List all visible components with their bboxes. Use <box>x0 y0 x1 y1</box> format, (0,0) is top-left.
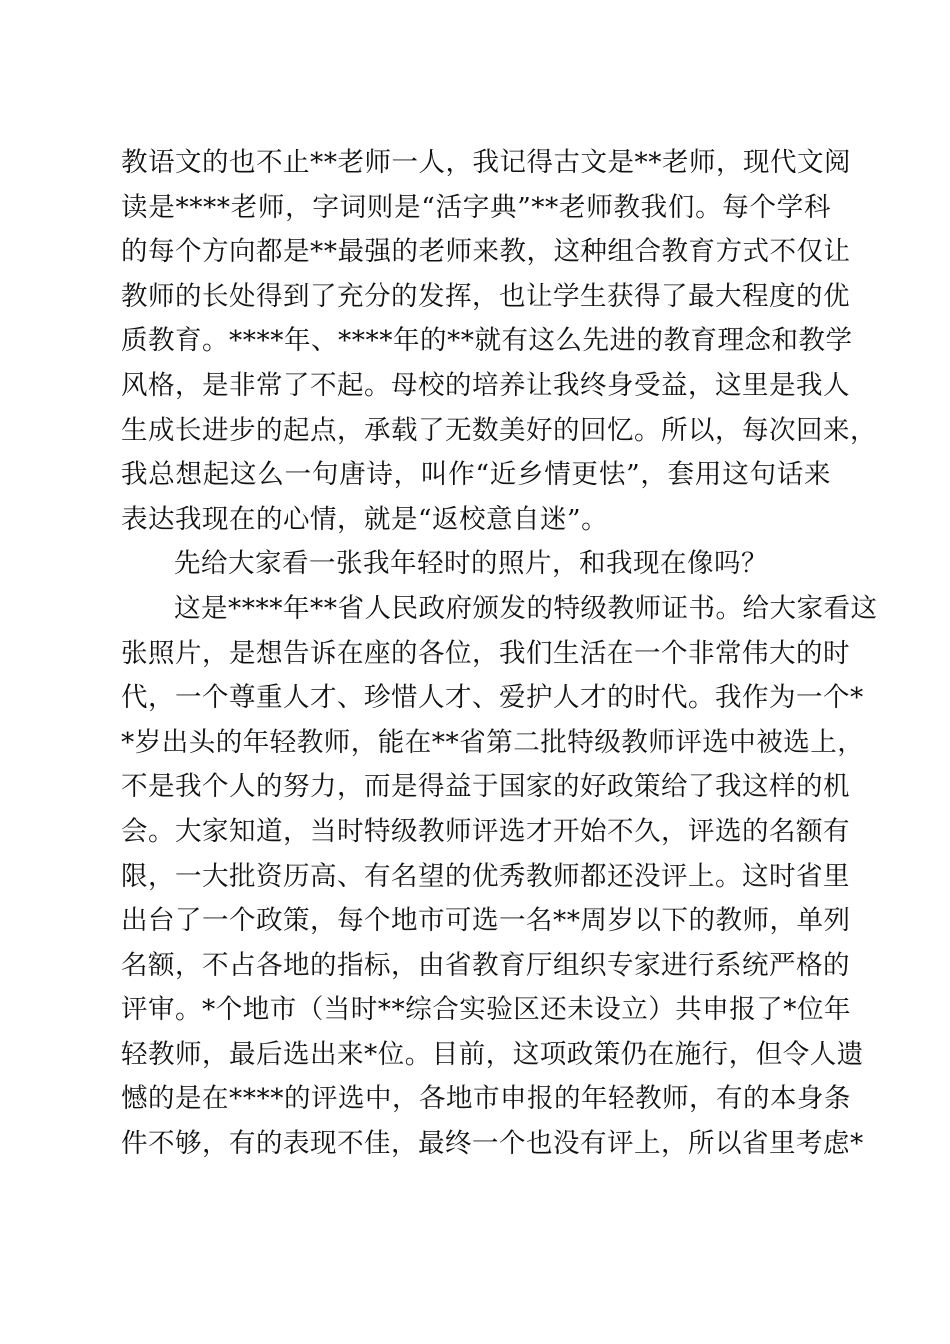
text-line: 憾的是在****的评选中，各地市申报的年轻教师，有的本身条 <box>121 1083 851 1115</box>
text-line: 我总想起这么一句唐诗，叫作“近乡情更怯”，套用这句话来 <box>121 459 831 491</box>
text-line: 质教育。****年、****年的**就有这么先进的教育理念和教学 <box>121 325 853 357</box>
text-line: 出台了一个政策，每个地市可选一名**周岁以下的教师，单列 <box>121 905 851 937</box>
text-line: 先给大家看一张我年轻时的照片，和我现在像吗？ <box>174 548 768 580</box>
text-line: 限，一大批资历高、有名望的优秀教师都还没评上。这时省里 <box>121 860 850 892</box>
text-line: 轻教师，最后选出来*位。目前，这项政策仍在施行，但令人遗 <box>121 1038 864 1070</box>
text-line: 件不够，有的表现不佳，最终一个也没有评上，所以省里考虑* <box>121 1128 864 1160</box>
text-line: 代，一个尊重人才、珍惜人才、爱护人才的时代。我作为一个* <box>121 682 864 714</box>
document-body <box>121 141 878 1167</box>
text-line: 会。大家知道，当时特级教师评选才开始不久，评选的名额有 <box>121 815 850 847</box>
text-line: 评审。*个地市（当时**综合实验区还未设立）共申报了*位年 <box>121 994 851 1026</box>
text-line: 风格，是非常了不起。母校的培养让我终身受益，这里是我人 <box>121 369 850 401</box>
text-line: 这是****年**省人民政府颁发的特级教师证书。给大家看这 <box>174 592 878 624</box>
text-line: 教师的长处得到了充分的发挥，也让学生获得了最大程度的优 <box>121 280 850 312</box>
text-line: *岁出头的年轻教师，能在**省第二批特级教师评选中被选上， <box>121 726 865 758</box>
text-line: 的每个方向都是**最强的老师来教，这种组合教育方式不仅让 <box>121 236 851 268</box>
text-line: 名额，不占各地的指标，由省教育厅组织专家进行系统严格的 <box>121 949 850 981</box>
text-line: 教语文的也不止**老师一人，我记得古文是**老师，现代文阅 <box>121 147 851 178</box>
text-line: 表达我现在的心情，就是“返校意自迷”。 <box>121 503 609 535</box>
text-line: 读是****老师，字词则是“活字典”**老师教我们。每个学科 <box>121 191 831 223</box>
text-line: 张照片，是想告诉在座的各位，我们生活在一个非常伟大的时 <box>121 637 850 669</box>
text-line: 不是我个人的努力，而是得益于国家的好政策给了我这样的机 <box>121 771 850 803</box>
text-line: 生成长进步的起点，承载了无数美好的回忆。所以，每次回来， <box>121 414 877 446</box>
